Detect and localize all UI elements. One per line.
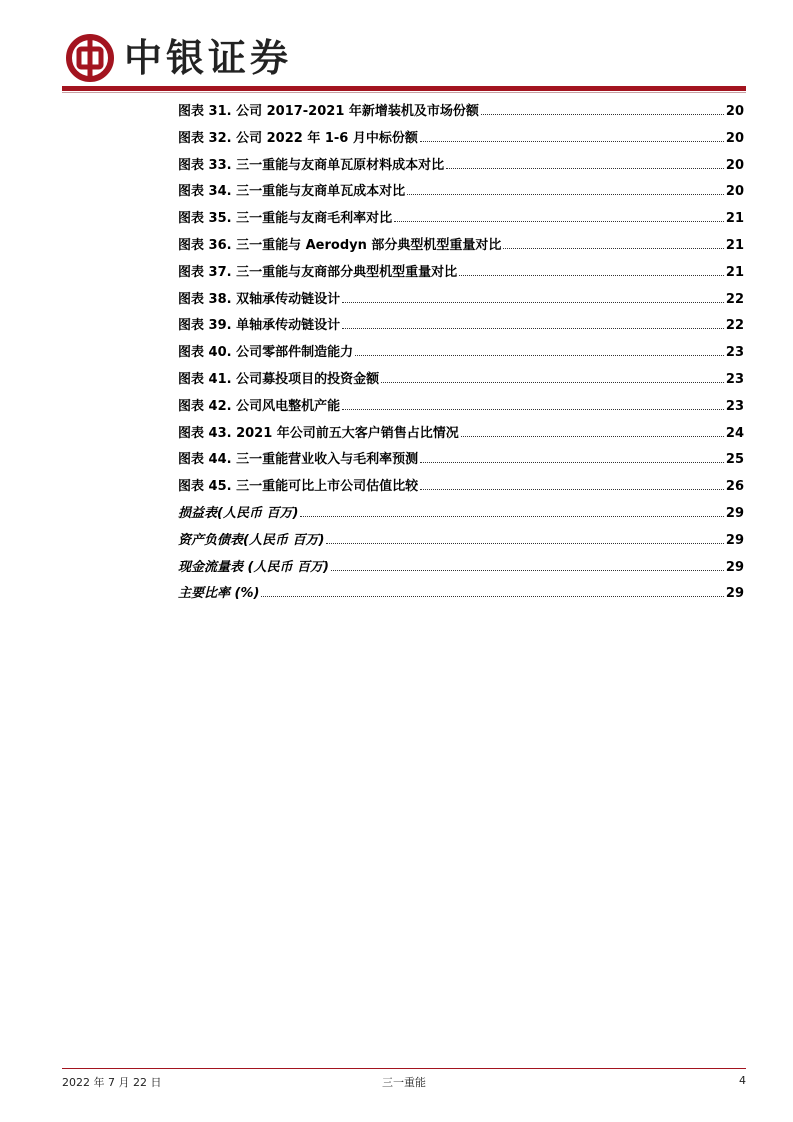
toc-entry-label: 图表 38. 双轴承传动链设计 xyxy=(178,291,341,307)
toc-dot-leader xyxy=(459,274,724,276)
header-divider xyxy=(62,86,746,91)
header-divider-thin xyxy=(62,92,746,93)
toc-entry-label: 图表 31. 公司 2017-2021 年新增装机及市场份额 xyxy=(178,104,479,119)
toc-entry[interactable] xyxy=(178,529,744,556)
toc-entry-label: 现金流量表 (人民币 百万) xyxy=(178,559,329,575)
toc-dot-leader xyxy=(481,113,724,115)
toc-entry-label: 图表 32. 公司 2022 年 1-6 月中标份额 xyxy=(178,130,418,146)
toc-entry[interactable] xyxy=(178,261,744,288)
footer-page-number: 4 xyxy=(739,1074,746,1087)
toc-dot-leader xyxy=(420,488,724,490)
toc-dot-leader xyxy=(300,515,723,517)
toc-entry-label: 图表 34. 三一重能与友商单瓦成本对比 xyxy=(178,184,406,200)
toc-entry-page: 23 xyxy=(725,345,744,361)
toc-entry-label: 图表 43. 2021 年公司前五大客户销售占比情况 xyxy=(178,425,459,441)
toc-entry-page: 20 xyxy=(725,157,744,173)
toc-entry[interactable] xyxy=(178,582,744,609)
toc-entry[interactable] xyxy=(178,234,744,261)
toc-entry-page: 22 xyxy=(725,291,744,307)
toc-entry[interactable] xyxy=(178,314,744,341)
toc-entry[interactable] xyxy=(178,288,744,315)
toc-entry-page: 23 xyxy=(725,371,744,387)
toc-entry-page: 20 xyxy=(725,130,744,146)
toc-entry[interactable] xyxy=(178,556,744,583)
toc-entry[interactable] xyxy=(178,154,744,181)
toc-dot-leader xyxy=(420,140,724,142)
toc-dot-leader xyxy=(342,408,724,410)
toc-entry-page: 29 xyxy=(725,532,744,548)
toc-entry[interactable] xyxy=(178,100,744,127)
toc-entry-page: 20 xyxy=(725,104,744,119)
toc-entry-page: 24 xyxy=(725,425,744,441)
footer-company: 三一重能 xyxy=(382,1076,426,1089)
toc-entry-page: 23 xyxy=(725,398,744,414)
footer-date: 2022 年 7 月 22 日 xyxy=(62,1076,162,1089)
toc-dot-leader xyxy=(461,435,724,437)
toc-entry[interactable] xyxy=(178,127,744,154)
toc-entry-label: 图表 35. 三一重能与友商毛利率对比 xyxy=(178,211,393,227)
toc-dot-leader xyxy=(394,220,724,222)
toc-entry-label: 图表 36. 三一重能与 Aerodyn 部分典型机型重量对比 xyxy=(178,237,502,253)
toc-entry[interactable] xyxy=(178,341,744,368)
toc-entry-label: 图表 33. 三一重能与友商单瓦原材料成本对比 xyxy=(178,157,445,173)
toc-entry-label: 图表 42. 公司风电整机产能 xyxy=(178,398,341,414)
toc-entry[interactable] xyxy=(178,368,744,395)
toc-entry-page: 29 xyxy=(725,505,744,521)
toc-entry[interactable] xyxy=(178,395,744,422)
toc-entry-label: 损益表(人民币 百万) xyxy=(178,505,299,521)
toc-entry[interactable] xyxy=(178,448,744,475)
toc-entry[interactable] xyxy=(178,475,744,502)
toc-entry-page: 29 xyxy=(725,559,744,575)
toc-dot-leader xyxy=(355,354,724,356)
toc-entry-label: 图表 45. 三一重能可比上市公司估值比较 xyxy=(178,479,419,495)
toc-entry-page: 22 xyxy=(725,318,744,334)
bank-of-china-logo-icon xyxy=(66,34,114,82)
toc-entry-page: 21 xyxy=(725,211,744,227)
toc-dot-leader xyxy=(342,327,724,329)
table-of-contents xyxy=(178,100,744,609)
toc-dot-leader xyxy=(503,247,724,249)
toc-entry-page: 20 xyxy=(725,184,744,200)
toc-entry-label: 主要比率 (%) xyxy=(178,586,260,602)
toc-entry-label: 图表 40. 公司零部件制造能力 xyxy=(178,345,354,361)
toc-entry-page: 21 xyxy=(725,237,744,253)
toc-entry[interactable] xyxy=(178,422,744,449)
toc-dot-leader xyxy=(407,193,724,195)
toc-dot-leader xyxy=(342,301,724,303)
toc-entry-label: 图表 44. 三一重能营业收入与毛利率预测 xyxy=(178,452,419,468)
toc-entry[interactable] xyxy=(178,502,744,529)
toc-entry[interactable] xyxy=(178,180,744,207)
page-header xyxy=(0,0,793,100)
toc-dot-leader xyxy=(326,542,723,544)
toc-entry-page: 25 xyxy=(725,452,744,468)
brand-name: 中银证券 xyxy=(124,35,293,80)
toc-entry-label: 图表 41. 公司募投项目的投资金额 xyxy=(178,371,380,387)
toc-entry-label: 图表 37. 三一重能与友商部分典型机型重量对比 xyxy=(178,264,458,280)
toc-entry[interactable] xyxy=(178,207,744,234)
toc-entry-page: 21 xyxy=(725,264,744,280)
toc-dot-leader xyxy=(420,461,724,463)
toc-entry-label: 图表 39. 单轴承传动链设计 xyxy=(178,318,341,334)
toc-entry-label: 资产负债表(人民币 百万) xyxy=(178,532,325,548)
toc-entry-page: 26 xyxy=(725,479,744,495)
toc-dot-leader xyxy=(446,167,724,169)
toc-dot-leader xyxy=(261,595,723,597)
footer-divider xyxy=(62,1068,746,1069)
toc-dot-leader xyxy=(331,569,724,571)
toc-dot-leader xyxy=(381,381,724,383)
toc-entry-page: 29 xyxy=(725,586,744,602)
